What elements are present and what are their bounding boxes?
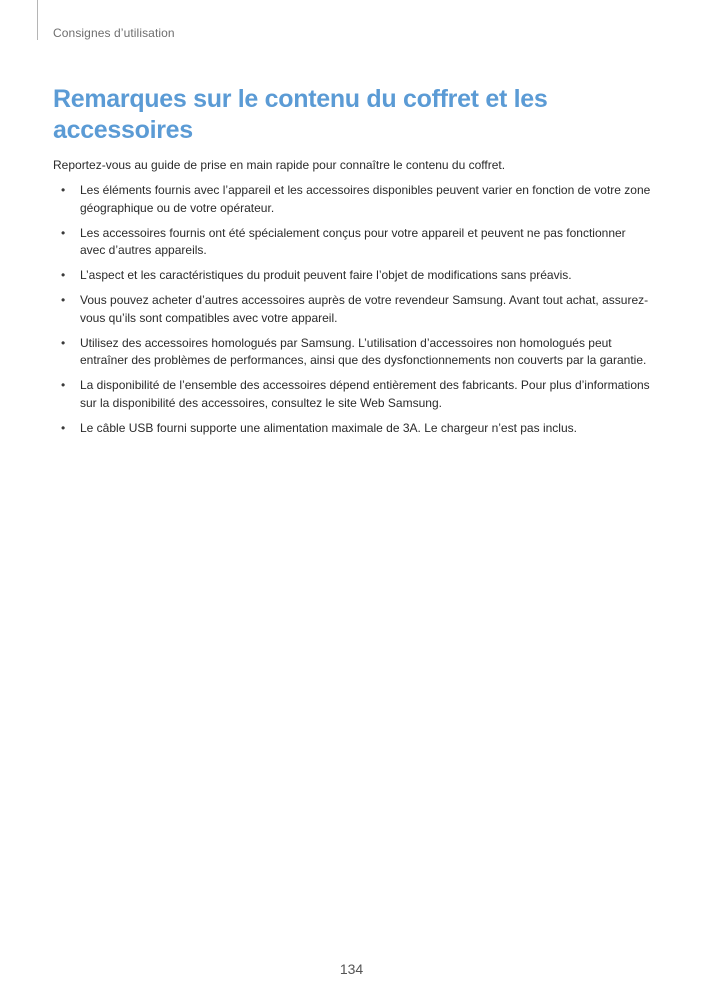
- intro-paragraph: Reportez-vous au guide de prise en main rapide pour connaître le contenu du coffret.: [53, 158, 506, 172]
- list-item: [53, 335, 653, 370]
- list-item: [53, 292, 653, 327]
- list-item-text: L’aspect et les caractéristiques du produit peuvent faire l’objet de modifications sans préavis.: [80, 268, 572, 282]
- header-divider: [37, 0, 38, 40]
- list-item: [53, 377, 653, 412]
- notes-list: [53, 182, 653, 445]
- list-item: [53, 267, 653, 285]
- list-item: [53, 420, 653, 438]
- list-item-text: Vous pouvez acheter d’autres accessoires auprès de votre revendeur Samsung. Avant tout achat, assurez-vous qu’ils sont compatibles avec votre appareil.: [80, 293, 649, 325]
- page-number: 134: [339, 961, 364, 977]
- bullet-icon: •: [61, 183, 66, 197]
- list-item: [53, 225, 653, 260]
- page-title: Remarques sur le contenu du coffret et les accessoires: [53, 85, 548, 144]
- bullet-icon: •: [61, 378, 66, 392]
- list-item-text: Utilisez des accessoires homologués par Samsung. L’utilisation d’accessoires non homologués peut entraîner des problèmes de performances, ainsi que des dysfonctionnements non couverts par la garantie.: [80, 335, 647, 367]
- bullet-icon: •: [61, 225, 66, 240]
- list-item-text: La disponibilité de l’ensemble des accessoires dépend entièrement des fabricants. Pour plus d’informations sur la disponibilité des accessoires, consultez le site Web Samsung.: [80, 378, 650, 410]
- bullet-icon: •: [61, 293, 66, 307]
- bullet-icon: •: [61, 268, 66, 282]
- section-header: Consignes d’utilisation: [53, 26, 175, 40]
- list-item-text: Le câble USB fourni supporte une alimentation maximale de 3A. Le chargeur n’est pas inclus.: [80, 420, 577, 435]
- list-item-text: Les accessoires fournis ont été spécialement conçus pour votre appareil et peuvent ne pas fonctionner avec d’autres appareils.: [80, 225, 626, 257]
- bullet-icon: •: [61, 420, 66, 435]
- bullet-icon: •: [61, 335, 66, 350]
- list-item-text: Les éléments fournis avec l’appareil et les accessoires disponibles peuvent varier en fonction de votre zone géographique ou de votre opérateur.: [80, 183, 651, 215]
- list-item: [53, 182, 653, 217]
